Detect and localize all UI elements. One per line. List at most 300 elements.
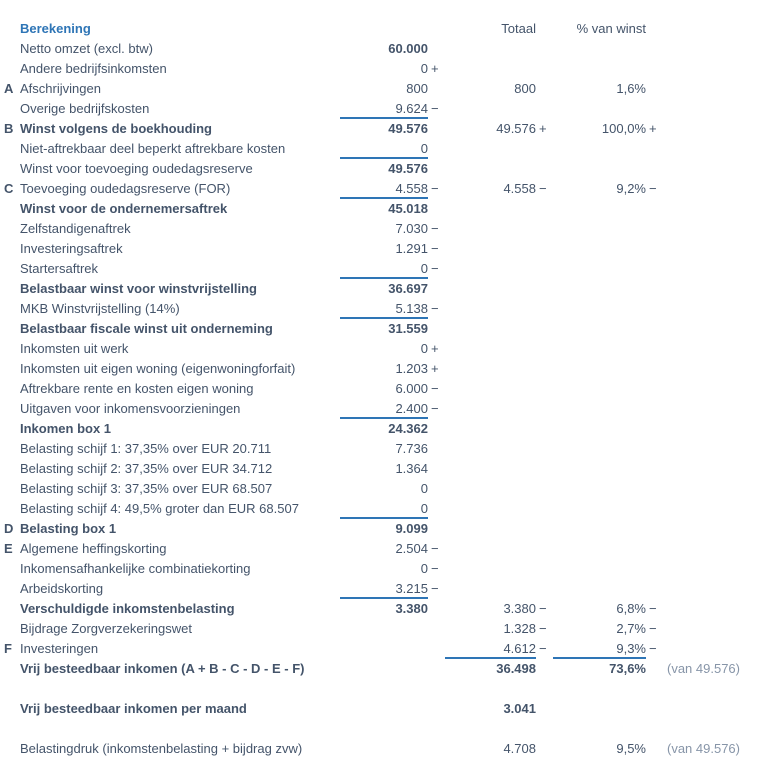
row-label: Inkomen box 1 <box>20 421 112 436</box>
row-label <box>20 679 340 699</box>
pct-cell <box>553 279 646 299</box>
total-operator-sign <box>536 319 553 339</box>
note-text <box>663 179 768 199</box>
value-operator-sign: − <box>431 221 439 236</box>
total-operator-sign <box>536 739 553 759</box>
pct-operator-sign <box>646 199 663 219</box>
header-sign-spacer <box>646 19 663 39</box>
pct-operator-sign: − <box>649 641 657 656</box>
pct-operator-sign <box>646 379 663 399</box>
table-row <box>4 259 768 279</box>
total-cell <box>445 459 536 479</box>
pct-cell <box>553 519 646 539</box>
value-cell: 49.576 <box>388 121 428 136</box>
total-cell: 49.576 <box>496 121 536 136</box>
table-row <box>4 599 768 619</box>
row-letter <box>4 299 20 319</box>
pct-operator-sign <box>646 579 663 599</box>
pct-operator-sign <box>646 279 663 299</box>
row-letter: C <box>4 181 14 196</box>
pct-cell <box>553 399 646 419</box>
value-cell: 3.380 <box>395 601 428 616</box>
value-cell: 800 <box>406 81 428 96</box>
row-letter: F <box>4 641 12 656</box>
pct-operator-sign <box>646 439 663 459</box>
table-row <box>4 199 768 219</box>
row-letter <box>4 439 20 459</box>
pct-operator-sign <box>646 699 663 719</box>
value-operator-sign <box>428 279 445 299</box>
total-operator-sign <box>536 219 553 239</box>
value-cell: 1.203 <box>395 361 428 376</box>
pct-operator-sign <box>646 539 663 559</box>
total-operator-sign <box>536 519 553 539</box>
note-text <box>663 699 768 719</box>
total-operator-sign <box>536 199 553 219</box>
total-operator-sign <box>536 579 553 599</box>
pct-operator-sign <box>646 479 663 499</box>
row-letter <box>4 259 20 279</box>
total-cell: 4.708 <box>503 741 536 756</box>
value-operator-sign: − <box>431 261 439 276</box>
table-row <box>4 339 768 359</box>
value-operator-sign <box>428 499 445 519</box>
total-cell <box>445 539 536 559</box>
note-text <box>663 259 768 279</box>
row-letter <box>4 59 20 79</box>
row-letter <box>4 599 20 619</box>
table-row <box>4 79 768 99</box>
note-text <box>663 499 768 519</box>
total-operator-sign <box>536 39 553 59</box>
table-row <box>4 359 768 379</box>
note-text <box>663 299 768 319</box>
value-operator-sign: − <box>431 561 439 576</box>
row-label: Investeringsaftrek <box>20 241 123 256</box>
table-row <box>4 299 768 319</box>
pct-operator-sign <box>646 739 663 759</box>
column-header-pct: % van winst <box>576 21 646 36</box>
value-operator-sign <box>428 159 445 179</box>
row-letter: B <box>4 121 14 136</box>
total-cell: 3.380 <box>503 601 536 616</box>
total-operator-sign <box>536 659 553 679</box>
table-body <box>4 39 768 759</box>
total-operator-sign <box>536 279 553 299</box>
pct-cell <box>553 459 646 479</box>
table-row <box>4 99 768 119</box>
total-cell <box>445 99 536 119</box>
pct-cell <box>553 559 646 579</box>
total-operator-sign <box>536 559 553 579</box>
row-label: Winst voor toevoeging oudedagsreserve <box>20 161 253 176</box>
row-label: Andere bedrijfsinkomsten <box>20 61 167 76</box>
row-letter <box>4 219 20 239</box>
note-text <box>663 619 768 639</box>
note-text <box>663 599 768 619</box>
total-cell <box>445 259 536 279</box>
row-label: Niet-aftrekbaar deel beperkt aftrekbare kosten <box>20 141 286 156</box>
header-sign-spacer <box>428 19 445 39</box>
pct-cell <box>553 479 646 499</box>
note-text <box>663 59 768 79</box>
pct-cell <box>553 159 646 179</box>
header-row <box>4 19 768 39</box>
row-label: Inkomsten uit eigen woning (eigenwoningforfait) <box>20 361 296 376</box>
pct-cell <box>553 539 646 559</box>
value-cell: 0 <box>340 499 428 519</box>
table-row <box>4 279 768 299</box>
value-operator-sign: − <box>431 181 439 196</box>
value-cell: 6.000 <box>395 381 428 396</box>
value-cell: 0 <box>420 341 428 356</box>
total-cell <box>445 159 536 179</box>
note-text <box>663 279 768 299</box>
row-letter <box>4 139 20 159</box>
note-text <box>663 579 768 599</box>
row-label: Belasting schijf 4: 49,5% groter dan EUR 68.507 <box>20 501 299 516</box>
note-text <box>663 559 768 579</box>
table-row <box>4 439 768 459</box>
note-text <box>663 39 768 59</box>
total-cell: 36.498 <box>496 661 536 676</box>
total-operator-sign: − <box>539 621 547 636</box>
total-operator-sign <box>536 539 553 559</box>
note-text <box>663 459 768 479</box>
row-label: Investeringen <box>20 641 99 656</box>
pct-cell <box>553 319 646 339</box>
total-operator-sign <box>536 479 553 499</box>
pct-operator-sign <box>646 459 663 479</box>
value-cell: 7.736 <box>395 441 428 456</box>
row-label: Belastbaar winst voor winstvrijstelling <box>20 281 257 296</box>
pct-operator-sign: − <box>649 181 657 196</box>
total-cell <box>445 239 536 259</box>
pct-operator-sign <box>646 679 663 699</box>
value-cell: 0 <box>340 259 428 279</box>
row-letter <box>4 579 20 599</box>
row-letter <box>4 739 20 759</box>
value-cell <box>340 679 428 699</box>
row-label: Uitgaven voor inkomensvoorzieningen <box>20 401 241 416</box>
total-cell: 1.328 <box>503 621 536 636</box>
total-cell <box>445 279 536 299</box>
table-row <box>4 219 768 239</box>
value-cell: 0 <box>340 139 428 159</box>
total-operator-sign <box>536 439 553 459</box>
value-cell: 60.000 <box>388 41 428 56</box>
row-letter <box>4 659 20 679</box>
pct-cell: 2,7% <box>616 621 646 636</box>
pct-operator-sign <box>646 259 663 279</box>
row-label: Arbeidskorting <box>20 581 104 596</box>
pct-operator-sign: − <box>649 601 657 616</box>
total-operator-sign <box>536 359 553 379</box>
pct-cell <box>553 219 646 239</box>
note-text <box>663 219 768 239</box>
value-cell: 49.576 <box>388 161 428 176</box>
pct-operator-sign <box>646 419 663 439</box>
total-cell <box>445 299 536 319</box>
value-operator-sign <box>428 659 445 679</box>
row-letter <box>4 399 20 419</box>
row-letter <box>4 499 20 519</box>
total-cell: 4.612 <box>445 639 536 659</box>
value-cell: 0 <box>420 561 428 576</box>
table-row <box>4 739 768 759</box>
table-row <box>4 419 768 439</box>
note-text <box>663 359 768 379</box>
total-cell <box>445 319 536 339</box>
total-cell: 800 <box>514 81 536 96</box>
row-letter <box>4 39 20 59</box>
total-cell <box>445 399 536 419</box>
value-operator-sign <box>428 719 445 739</box>
value-operator-sign <box>428 39 445 59</box>
header-value-spacer <box>340 19 428 39</box>
total-operator-sign <box>536 679 553 699</box>
header-note-spacer <box>663 19 768 39</box>
value-cell: 36.697 <box>388 281 428 296</box>
value-cell <box>340 699 428 719</box>
table-row <box>4 579 768 599</box>
table-row <box>4 499 768 519</box>
value-cell: 31.559 <box>388 321 428 336</box>
row-letter <box>4 679 20 699</box>
pct-operator-sign <box>646 139 663 159</box>
table-row <box>4 319 768 339</box>
total-operator-sign: + <box>539 121 547 136</box>
pct-cell <box>553 439 646 459</box>
value-operator-sign <box>428 679 445 699</box>
value-operator-sign: − <box>431 401 439 416</box>
pct-operator-sign <box>646 339 663 359</box>
value-operator-sign <box>428 479 445 499</box>
total-operator-sign <box>536 299 553 319</box>
total-operator-sign <box>536 159 553 179</box>
value-operator-sign <box>428 419 445 439</box>
note-text <box>663 679 768 699</box>
value-cell: 5.138 <box>340 299 428 319</box>
total-cell <box>445 139 536 159</box>
row-label: Startersaftrek <box>20 261 99 276</box>
note-text <box>663 439 768 459</box>
table-row <box>4 519 768 539</box>
total-cell <box>445 719 536 739</box>
row-letter <box>4 99 20 119</box>
row-label: Vrij besteedbaar inkomen (A + B - C - D - E - F) <box>20 661 305 676</box>
value-cell: 7.030 <box>395 221 428 236</box>
pct-cell: 1,6% <box>616 81 646 96</box>
value-cell <box>340 719 428 739</box>
row-label: Algemene heffingskorting <box>20 541 167 556</box>
pct-cell: 6,8% <box>616 601 646 616</box>
total-operator-sign <box>536 339 553 359</box>
total-cell <box>445 559 536 579</box>
total-operator-sign <box>536 79 553 99</box>
value-operator-sign <box>428 119 445 139</box>
value-operator-sign: − <box>431 581 439 596</box>
value-cell: 45.018 <box>388 201 428 216</box>
row-label: MKB Winstvrijstelling (14%) <box>20 301 180 316</box>
table-row <box>4 239 768 259</box>
value-operator-sign <box>428 319 445 339</box>
row-label: Vrij besteedbaar inkomen per maand <box>20 701 247 716</box>
pct-operator-sign: + <box>649 121 657 136</box>
row-label <box>20 719 340 739</box>
total-cell <box>445 439 536 459</box>
table-row <box>4 559 768 579</box>
row-letter <box>4 239 20 259</box>
table-row <box>4 139 768 159</box>
value-cell: 1.364 <box>395 461 428 476</box>
note-text <box>663 519 768 539</box>
header-letter-spacer <box>4 19 20 39</box>
total-operator-sign <box>536 399 553 419</box>
note-text <box>663 159 768 179</box>
total-cell: 4.558 <box>503 181 536 196</box>
row-letter: E <box>4 541 13 556</box>
pct-operator-sign: − <box>649 621 657 636</box>
row-letter <box>4 379 20 399</box>
row-label: Belasting schijf 3: 37,35% over EUR 68.507 <box>20 481 273 496</box>
value-cell: 9.624 <box>340 99 428 119</box>
pct-operator-sign <box>646 559 663 579</box>
table-row <box>4 639 768 659</box>
note-text <box>663 139 768 159</box>
row-letter <box>4 319 20 339</box>
value-cell: 2.504 <box>395 541 428 556</box>
table-row <box>4 679 768 699</box>
row-label: Toevoeging oudedagsreserve (FOR) <box>20 181 231 196</box>
row-letter <box>4 459 20 479</box>
pct-operator-sign <box>646 359 663 379</box>
pct-cell: 9,5% <box>616 741 646 756</box>
table-row <box>4 719 768 739</box>
value-cell: 4.558 <box>340 179 428 199</box>
total-operator-sign <box>536 259 553 279</box>
value-operator-sign <box>428 739 445 759</box>
note-text <box>663 99 768 119</box>
value-operator-sign <box>428 199 445 219</box>
value-cell: 1.291 <box>395 241 428 256</box>
row-label: Verschuldigde inkomstenbelasting <box>20 601 235 616</box>
pct-operator-sign <box>646 299 663 319</box>
row-label: Netto omzet (excl. btw) <box>20 41 153 56</box>
value-operator-sign <box>428 699 445 719</box>
row-label: Bijdrage Zorgverzekeringswet <box>20 621 192 636</box>
row-letter <box>4 699 20 719</box>
table-row <box>4 119 768 139</box>
total-operator-sign <box>536 459 553 479</box>
pct-cell: 100,0% <box>601 121 646 136</box>
row-label: Belastingdruk (inkomstenbelasting + bijdrag zvw) <box>20 741 303 756</box>
note-text <box>663 379 768 399</box>
pct-cell <box>553 299 646 319</box>
pct-operator-sign <box>646 99 663 119</box>
pct-cell <box>553 359 646 379</box>
total-operator-sign <box>536 719 553 739</box>
value-operator-sign <box>428 519 445 539</box>
value-cell: 9.099 <box>395 521 428 536</box>
pct-cell <box>553 339 646 359</box>
total-cell <box>445 499 536 519</box>
table-row <box>4 659 768 679</box>
pct-cell <box>553 99 646 119</box>
row-label: Inkomsten uit werk <box>20 341 129 356</box>
value-cell <box>340 619 428 639</box>
total-operator-sign <box>536 59 553 79</box>
row-label: Aftrekbare rente en kosten eigen woning <box>20 381 254 396</box>
table-row <box>4 619 768 639</box>
total-cell: 3.041 <box>503 701 536 716</box>
value-cell: 24.362 <box>388 421 428 436</box>
total-operator-sign: − <box>539 641 547 656</box>
header-sign-spacer <box>536 19 553 39</box>
row-letter <box>4 479 20 499</box>
value-operator-sign <box>428 139 445 159</box>
note-text: (van 49.576) <box>667 661 740 676</box>
total-cell <box>445 59 536 79</box>
pct-cell <box>553 199 646 219</box>
row-letter <box>4 279 20 299</box>
value-cell: 2.400 <box>340 399 428 419</box>
pct-cell <box>553 39 646 59</box>
pct-cell <box>553 139 646 159</box>
table-row <box>4 159 768 179</box>
note-text <box>663 719 768 739</box>
note-text <box>663 119 768 139</box>
value-operator-sign: − <box>431 541 439 556</box>
page-title: Berekening <box>20 21 91 36</box>
total-cell <box>445 579 536 599</box>
pct-operator-sign <box>646 79 663 99</box>
pct-cell <box>553 579 646 599</box>
total-operator-sign <box>536 699 553 719</box>
row-letter <box>4 419 20 439</box>
total-cell <box>445 199 536 219</box>
value-cell <box>340 639 428 659</box>
column-header-total: Totaal <box>501 21 536 36</box>
row-letter <box>4 619 20 639</box>
note-text <box>663 399 768 419</box>
value-operator-sign: + <box>431 361 439 376</box>
row-letter <box>4 339 20 359</box>
table-row <box>4 699 768 719</box>
row-letter: D <box>4 521 14 536</box>
value-operator-sign <box>428 439 445 459</box>
row-letter <box>4 199 20 219</box>
pct-cell <box>553 679 646 699</box>
row-letter <box>4 719 20 739</box>
total-cell <box>445 419 536 439</box>
value-operator-sign <box>428 459 445 479</box>
pct-operator-sign <box>646 719 663 739</box>
table-row <box>4 539 768 559</box>
value-operator-sign: − <box>431 241 439 256</box>
value-operator-sign <box>428 79 445 99</box>
value-cell: 0 <box>420 481 428 496</box>
value-operator-sign <box>428 619 445 639</box>
total-cell <box>445 679 536 699</box>
row-label: Winst volgens de boekhouding <box>20 121 212 136</box>
pct-operator-sign <box>646 499 663 519</box>
note-text <box>663 79 768 99</box>
table-row <box>4 479 768 499</box>
total-operator-sign <box>536 99 553 119</box>
total-cell <box>445 479 536 499</box>
pct-cell <box>553 259 646 279</box>
